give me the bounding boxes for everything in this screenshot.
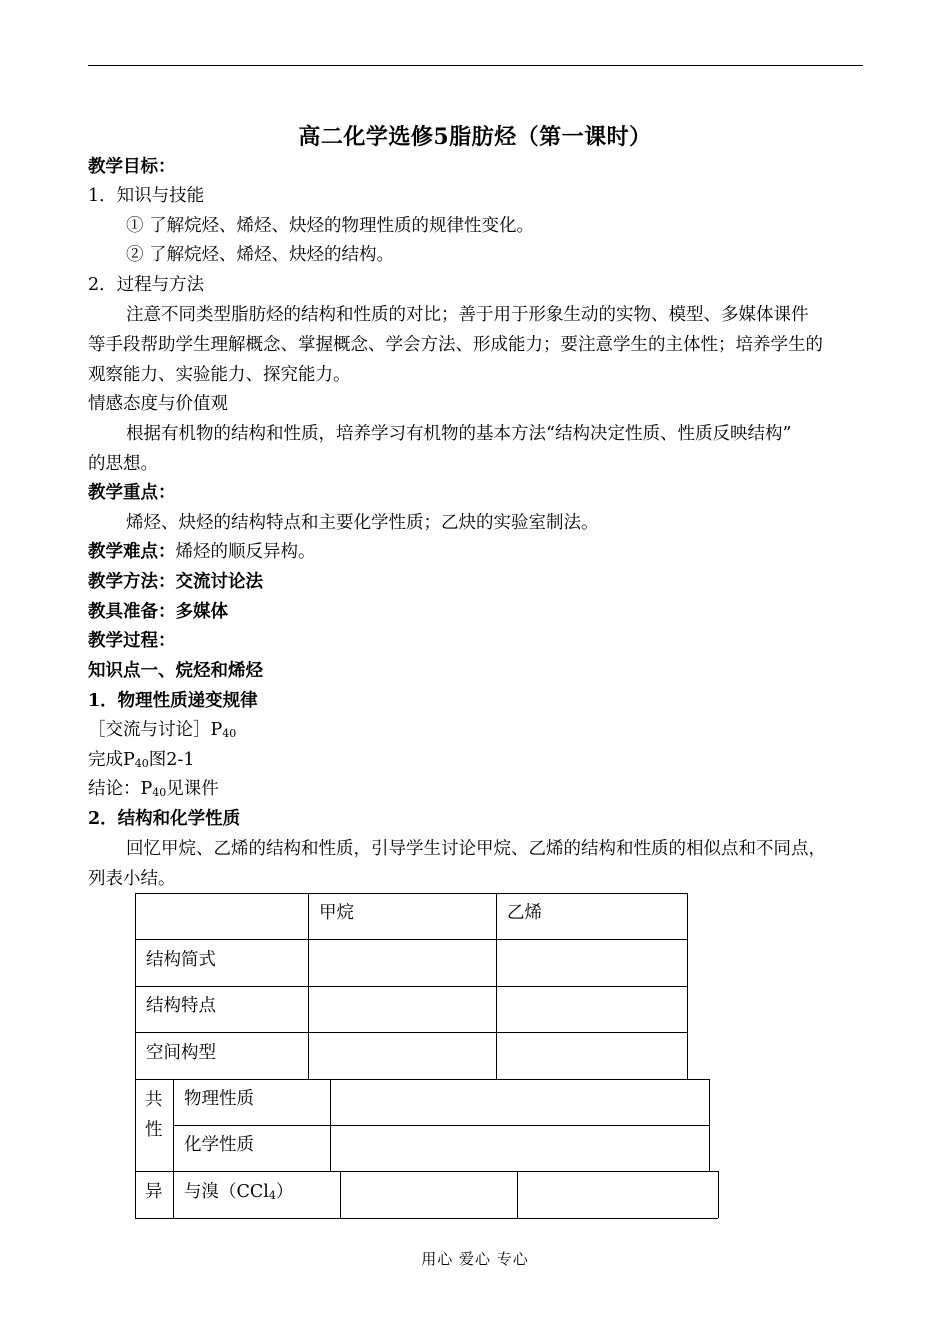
method-line: 教学方法：交流讨论法 [88, 572, 263, 592]
emotion-heading: 情感态度与价值观 [88, 394, 228, 414]
conclusion-page-sub: 40 [152, 786, 167, 799]
table-border [135, 893, 687, 894]
emotion-paragraph-line-1: 根据有机物的结构和性质，培养学习有机物的基本方法“结构决定性质、性质反映结构” [126, 424, 792, 444]
common-char-2: 性 [145, 1120, 163, 1140]
emotion-paragraph-line-2: 的思想。 [88, 454, 158, 474]
table-border [709, 1079, 710, 1171]
process-paragraph-line-1: 注意不同类型脂肪烃的结构和性质的对比；善于用于形象生动的实物、模型、多媒体课件 [126, 305, 809, 325]
conclusion-line [88, 778, 219, 800]
discussion-text: ［交流与讨论］P [88, 720, 223, 740]
table-row-spatial-shape: 空间构型 [146, 1043, 216, 1063]
recall-paragraph-line-1: 回忆甲烷、乙烯的结构和性质，引导学生讨论甲烷、乙烯的结构和性质的相似点和不同点， [126, 839, 826, 859]
table-header-methane: 甲烷 [319, 903, 354, 923]
table-row-bromine [174, 1172, 303, 1209]
common-char-1: 共 [145, 1090, 163, 1110]
complete-page-sub: 40 [134, 757, 149, 770]
discussion-page-sub: 40 [222, 727, 237, 740]
knowledge-item-1: ① 了解烷烃、烯烃、炔烃的物理性质的规律性变化。 [126, 216, 535, 236]
table-border [135, 1218, 718, 1219]
knowledge-heading: 1．知识与技能 [88, 186, 205, 206]
difficulty-line [88, 541, 316, 563]
table-border [687, 893, 688, 1079]
complete-line [88, 749, 194, 771]
table-header-ethylene: 乙烯 [507, 903, 542, 923]
bromine-close: ） [275, 1182, 294, 1202]
table-row-chemical: 化学性质 [184, 1135, 254, 1155]
table-common-label [136, 1079, 172, 1151]
header-rule [88, 65, 863, 66]
table-border [330, 1079, 331, 1171]
difficulty-text: 烯烃的顺反异构。 [175, 542, 316, 562]
bromine-text: 与溴（CCl [184, 1182, 269, 1202]
complete-figure: 图2-1 [148, 750, 195, 770]
process-paragraph-line-2: 等手段帮助学生理解概念、掌握概念、学会方法、形成能力；要注意学生的主体性；培养学生的 [88, 335, 823, 355]
subsection-structure: 2．结构和化学性质 [88, 809, 241, 829]
table-border [517, 1171, 518, 1218]
knowledge-point-1: 知识点一、烷烃和烯烃 [88, 661, 263, 681]
subsection-physical: 1．物理性质递变规律 [88, 691, 258, 711]
key-points-heading: 教学重点： [88, 483, 176, 503]
table-row-structure-feature: 结构特点 [146, 996, 216, 1016]
table-border [718, 1171, 719, 1218]
teaching-process-heading: 教学过程： [88, 631, 176, 651]
page-title: 高二化学选修5脂肪烃（第一课时） [298, 124, 652, 150]
tools-line: 教具准备：多媒体 [88, 602, 228, 622]
table-row-structure-formula: 结构简式 [146, 950, 216, 970]
table-row-physical: 物理性质 [184, 1089, 254, 1109]
conclusion-text: 结论：P [88, 779, 153, 799]
discussion-line [88, 719, 236, 741]
key-points-text: 烯烃、炔烃的结构特点和主要化学性质；乙炔的实验室制法。 [126, 513, 599, 533]
table-border [340, 1171, 341, 1218]
process-paragraph-line-3: 观察能力、实验能力、探究能力。 [88, 365, 351, 385]
difficulty-label: 教学难点： [88, 542, 176, 562]
page-footer: 用心 爱心 专心 [421, 1250, 529, 1268]
recall-paragraph-line-2: 列表小结。 [88, 869, 176, 889]
table-diff-label: 异 [145, 1182, 163, 1202]
knowledge-item-2: ② 了解烷烃、烯烃、炔烃的结构。 [126, 245, 395, 265]
conclusion-ref: 见课件 [166, 779, 219, 799]
process-heading: 2．过程与方法 [88, 275, 205, 295]
complete-text: 完成P [88, 750, 135, 770]
objectives-heading: 教学目标： [88, 157, 176, 177]
bromine-sub: 4 [268, 1189, 276, 1202]
